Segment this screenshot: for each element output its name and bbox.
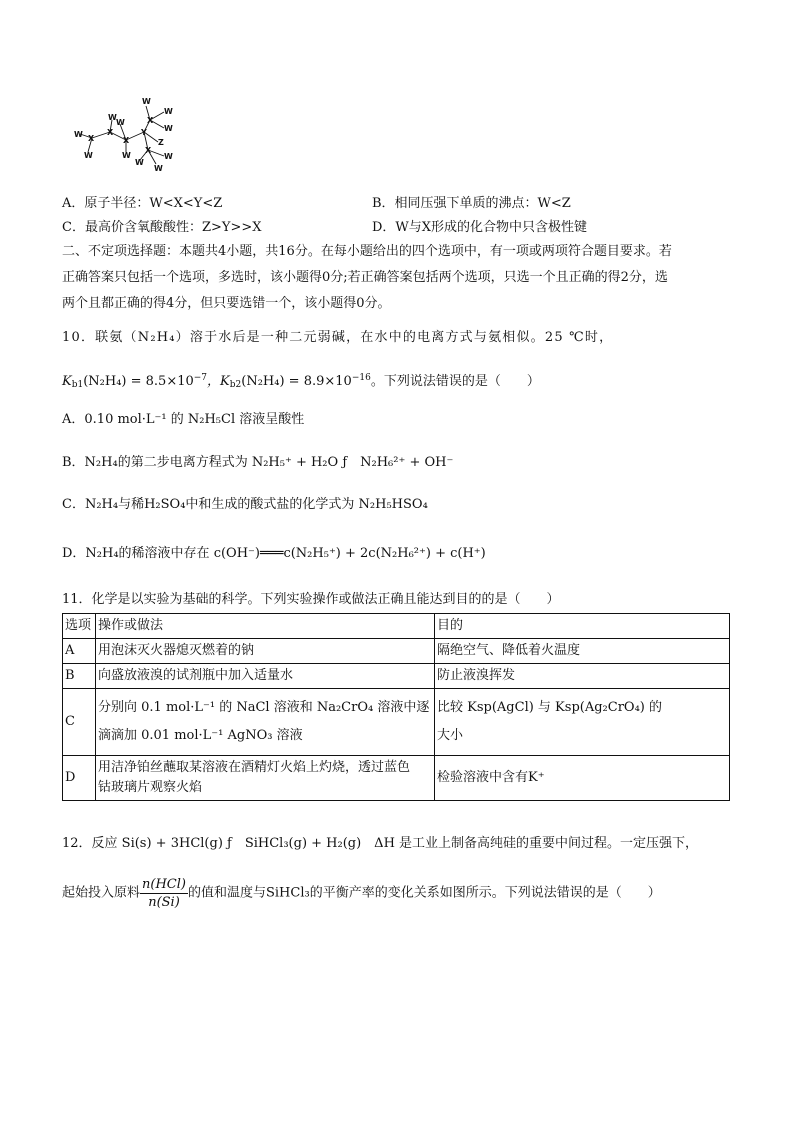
- section2-instructions-line1: 二、不定项选择题：本题共4小题，共16分。在每小题给出的四个选项中，有一项或两项符合题目要求。若: [62, 244, 672, 259]
- row-a-goal: 隔绝空气、降低着火温度: [435, 639, 730, 664]
- q9-option-b: B．相同压强下单质的沸点：W<Z: [372, 196, 571, 211]
- row-b-operation: 向盛放液溴的试剂瓶中加入适量水: [96, 664, 435, 689]
- table-header-row: [63, 614, 730, 639]
- table-header-option: 选项: [63, 614, 96, 639]
- atom-w-4: W: [116, 118, 125, 127]
- kb2-exponent: −16: [351, 373, 371, 383]
- table-row: [63, 639, 730, 664]
- atom-x-2: X: [107, 128, 114, 137]
- table-row: [63, 689, 730, 756]
- kb2-subscript: b2: [229, 380, 242, 390]
- q12-stem-line2: [62, 876, 661, 911]
- row-c-goal-line2: 大小: [437, 728, 464, 743]
- q12-line2-suffix: 的值和温度与SiHCl₃的平衡产率的变化关系如图所示。下列说法错误的是（ ）: [187, 885, 661, 901]
- row-c-operation: [96, 689, 435, 756]
- row-d-operation-line2: 钴玻璃片观察火焰: [98, 780, 203, 795]
- row-c-option: C: [63, 689, 96, 756]
- atom-z-1: Z: [158, 138, 164, 147]
- q10-option-d: D．N₂H₄的稀溶液中存在 c(OH⁻)═══c(N₂H₅⁺) + 2c(N₂H₆²⁺) + c(H⁺): [62, 546, 486, 561]
- row-c-operation-line2: 滴滴加 0.01 mol·L⁻¹ AgNO₃ 溶液: [98, 728, 303, 743]
- table-row: [63, 664, 730, 689]
- q9-option-c: C．最高价含氧酸酸性：Z>Y>>X: [62, 220, 262, 235]
- row-c-goal: [435, 689, 730, 756]
- atom-w-3: W: [108, 113, 117, 122]
- q10-option-a: A．0.10 mol·L⁻¹ 的 N₂H₅Cl 溶液呈酸性: [62, 412, 305, 427]
- section2-instructions-line2: 正确答案只包括一个选项，多选时，该小题得0分;若正确答案包括两个选项，只选一个且正确的得2分，选: [62, 270, 668, 285]
- row-c-operation-line1: 分别向 0.1 mol·L⁻¹ 的 NaCl 溶液和 Na₂CrO₄ 溶液中逐: [98, 700, 430, 715]
- fraction-denominator: n(Si): [148, 895, 180, 910]
- row-d-option: D: [63, 756, 96, 801]
- atom-w-5: W: [122, 151, 131, 160]
- row-b-option: B: [63, 664, 96, 689]
- atom-w-1: W: [74, 130, 83, 139]
- row-d-operation: [96, 756, 435, 801]
- kb-symbol-2: ，K: [207, 374, 230, 389]
- atom-x-4: X: [147, 116, 154, 125]
- molecule-structure-diagram: [60, 94, 190, 174]
- q10-option-c: C．N₂H₄与稀H₂SO₄中和生成的酸式盐的化学式为 N₂H₅HSO₄: [62, 497, 428, 512]
- atom-w-10: W: [164, 152, 173, 161]
- table-header-operation: 操作或做法: [96, 614, 435, 639]
- atom-w-8: W: [164, 124, 173, 133]
- row-b-goal: 防止液溴挥发: [435, 664, 730, 689]
- row-c-goal-line1: 比较 Ksp(AgCl) 与 Ksp(Ag₂CrO₄) 的: [437, 700, 662, 715]
- table-header-goal: 目的: [435, 614, 730, 639]
- kb2-expression: (N₂H₄) = 8.9×10: [241, 374, 352, 389]
- q10-stem-line1: 10．联氨（N₂H₄）溶于水后是一种二元弱碱，在水中的电离方式与氨相似。25 ℃时，: [62, 330, 614, 345]
- atom-x-3: X: [123, 136, 130, 145]
- atom-x-5: X: [145, 146, 152, 155]
- q12-stem-line1: 12．反应 Si(s) + 3HCl(g) ƒ SiHCl₃(g) + H₂(g) ΔH 是工业上制备高纯硅的重要中间过程。一定压强下，: [62, 836, 699, 851]
- q9-option-a: A．原子半径：W<X<Y<Z: [62, 196, 223, 211]
- kb1-exponent: −7: [193, 373, 208, 383]
- atom-w-2: W: [84, 151, 93, 160]
- kb1-expression: (N₂H₄) = 8.5×10: [83, 374, 194, 389]
- row-a-option: A: [63, 639, 96, 664]
- atom-w-6: W: [142, 97, 151, 106]
- atom-x-1: X: [88, 134, 95, 143]
- row-a-operation: 用泡沫灭火器熄灭燃着的钠: [96, 639, 435, 664]
- row-d-operation-line1: 用洁净铂丝蘸取某溶液在酒精灯火焰上灼烧，透过蓝色: [98, 760, 411, 775]
- section2-instructions-line3: 两个且都正确的得4分，但只要选错一个，该小题得0分。: [62, 296, 391, 311]
- kb1-subscript: b1: [71, 380, 84, 390]
- fraction-numerator: n(HCl): [142, 877, 186, 892]
- q10-question-suffix: 。下列说法错误的是（ ）: [370, 374, 540, 389]
- table-row: [63, 756, 730, 801]
- q10-stem-line2: [62, 370, 540, 393]
- q10-option-b: B．N₂H₄的第二步电离方程式为 N₂H₅⁺ + H₂O ƒ N₂H₆²⁺ + OH⁻: [62, 455, 454, 470]
- atom-y-1: Y: [141, 128, 147, 137]
- ratio-fraction: [140, 876, 188, 911]
- atom-w-11: W: [154, 164, 163, 173]
- atom-w-7: W: [164, 107, 173, 116]
- row-d-goal: 检验溶液中含有K⁺: [435, 756, 730, 801]
- q12-line2-prefix: 起始投入原料: [62, 885, 141, 901]
- kb-symbol-1: K: [62, 374, 72, 389]
- q9-option-d: D．W与X形成的化合物中只含极性键: [372, 220, 588, 235]
- q11-options-table: [62, 613, 730, 801]
- atom-w-9: W: [135, 158, 144, 167]
- q11-stem: 11．化学是以实验为基础的科学。下列实验操作或做法正确且能达到目的的是（ ）: [62, 592, 560, 607]
